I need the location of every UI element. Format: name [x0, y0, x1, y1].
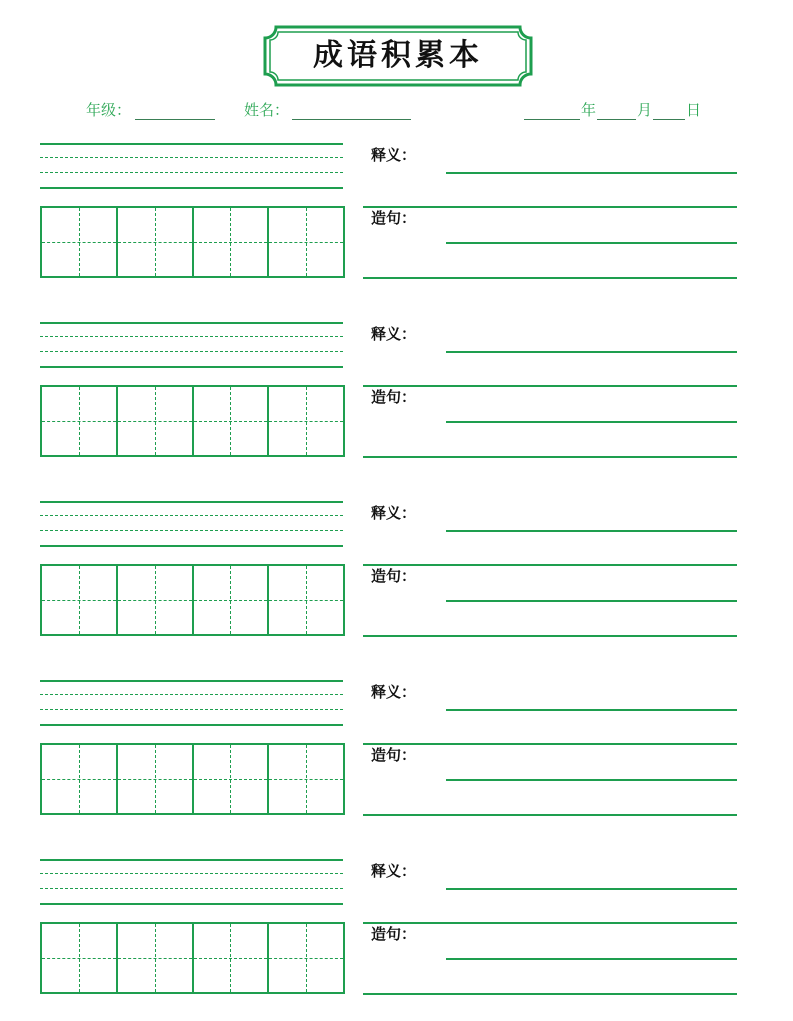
- idiom-entry: [0, 859, 793, 999]
- meaning-line: [446, 888, 737, 890]
- pinyin-bottom-line: [40, 366, 343, 368]
- grid-cell: [269, 387, 343, 455]
- meaning-line: [363, 564, 737, 566]
- page-title: 成语积累本: [313, 38, 483, 73]
- grid-cell: [269, 208, 343, 276]
- grid-cell: [118, 745, 194, 813]
- grid-cell: [118, 387, 194, 455]
- idiom-entry: [0, 501, 793, 641]
- month-label: 月: [637, 101, 653, 119]
- pinyin-bottom-line: [40, 724, 343, 726]
- meaning-line: [446, 172, 737, 174]
- grid-cell: [194, 208, 270, 276]
- meaning-line: [446, 530, 737, 532]
- grid-cell: [194, 745, 270, 813]
- sentence-line: [446, 958, 737, 960]
- sentence-line: [363, 993, 737, 995]
- character-grid: [40, 385, 345, 457]
- pinyin-guide-line: [40, 709, 343, 710]
- name-label: 姓名：: [244, 101, 290, 119]
- sentence-line: [446, 600, 737, 602]
- pinyin-top-line: [40, 322, 343, 324]
- sentence-line: [363, 635, 737, 637]
- meaning-line: [363, 206, 737, 208]
- meaning-line: [363, 743, 737, 745]
- pinyin-guide-line: [40, 157, 343, 158]
- grid-cell: [42, 387, 118, 455]
- pinyin-bottom-line: [40, 545, 343, 547]
- meaning-line: [363, 922, 737, 924]
- sentence-line: [363, 277, 737, 279]
- sentence-label: 造句：: [371, 746, 417, 764]
- meaning-line: [446, 709, 737, 711]
- character-grid: [40, 206, 345, 278]
- sentence-label: 造句：: [371, 209, 417, 227]
- pinyin-guide-line: [40, 336, 343, 337]
- grid-cell: [194, 566, 270, 634]
- pinyin-guide-line: [40, 888, 343, 889]
- grid-cell: [42, 924, 118, 992]
- character-grid: [40, 743, 345, 815]
- meaning-label: 释义：: [371, 146, 417, 164]
- month-blank: [597, 119, 636, 120]
- pinyin-bottom-line: [40, 187, 343, 189]
- sentence-line: [446, 242, 737, 244]
- meaning-label: 释义：: [371, 325, 417, 343]
- grid-cell: [118, 208, 194, 276]
- grid-cell: [42, 208, 118, 276]
- sentence-line: [363, 456, 737, 458]
- pinyin-guide-line: [40, 873, 343, 874]
- grid-cell: [194, 387, 270, 455]
- meaning-label: 释义：: [371, 504, 417, 522]
- year-label: 年: [581, 101, 597, 119]
- name-blank: [292, 119, 411, 120]
- character-grid: [40, 564, 345, 636]
- grid-cell: [42, 745, 118, 813]
- meaning-label: 释义：: [371, 683, 417, 701]
- pinyin-guide-line: [40, 515, 343, 516]
- sentence-label: 造句：: [371, 925, 417, 943]
- sentence-label: 造句：: [371, 388, 417, 406]
- pinyin-guide-line: [40, 530, 343, 531]
- grid-cell: [194, 924, 270, 992]
- pinyin-top-line: [40, 143, 343, 145]
- pinyin-guide-line: [40, 351, 343, 352]
- character-grid: [40, 922, 345, 994]
- pinyin-top-line: [40, 501, 343, 503]
- idiom-entry: [0, 680, 793, 820]
- grade-label: 年级：: [86, 101, 132, 119]
- grid-cell: [118, 924, 194, 992]
- idiom-entry: [0, 143, 793, 283]
- grid-cell: [269, 924, 343, 992]
- pinyin-guide-line: [40, 694, 343, 695]
- day-blank: [653, 119, 685, 120]
- grid-cell: [269, 745, 343, 813]
- grid-cell: [118, 566, 194, 634]
- grid-cell: [42, 566, 118, 634]
- pinyin-guide-line: [40, 172, 343, 173]
- meaning-line: [363, 385, 737, 387]
- title-frame: [262, 24, 534, 88]
- idiom-entry: [0, 322, 793, 462]
- pinyin-top-line: [40, 680, 343, 682]
- pinyin-top-line: [40, 859, 343, 861]
- day-label: 日: [686, 101, 702, 119]
- meaning-line: [446, 351, 737, 353]
- grid-cell: [269, 566, 343, 634]
- sentence-line: [363, 814, 737, 816]
- meaning-label: 释义：: [371, 862, 417, 880]
- sentence-label: 造句：: [371, 567, 417, 585]
- sentence-line: [446, 421, 737, 423]
- year-blank: [524, 119, 580, 120]
- grade-blank: [135, 119, 215, 120]
- sentence-line: [446, 779, 737, 781]
- pinyin-bottom-line: [40, 903, 343, 905]
